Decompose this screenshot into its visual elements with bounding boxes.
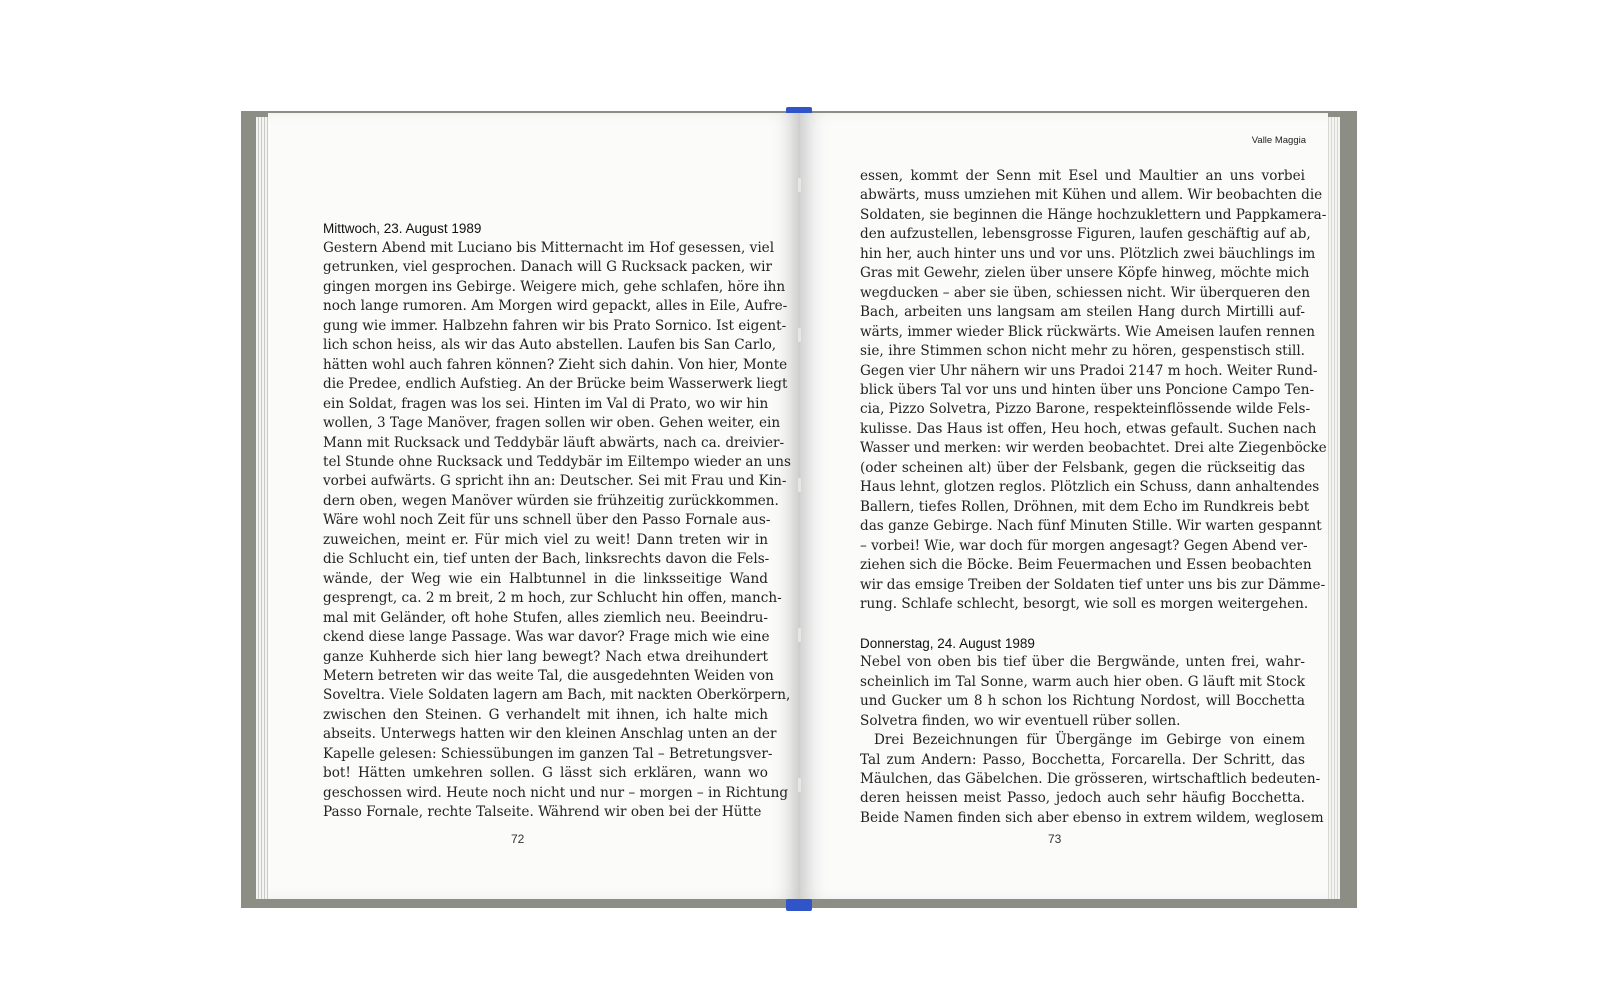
text-line: Soveltra. Viele Soldaten lagern am Bach, mit nackten Oberkörpern, — [323, 687, 791, 704]
text-line: gung wie immer. Halbzehn fahren wir bis Prato Sornico. Ist eigent- — [323, 317, 787, 334]
text-line: cia, Pizzo Solvetra, Pizzo Barone, respekteinflössende wilde Fels- — [860, 401, 1311, 418]
binding-stitch — [798, 628, 801, 642]
text-line: sie, ihre Stimmen schon nicht mehr zu hören, gespenstisch still. — [860, 343, 1305, 360]
text-line: Ballern, tiefes Rollen, Dröhnen, mit dem Echo im Rundkreis bebt — [860, 498, 1310, 515]
text-line: dern oben, wegen Manöver würden sie frühzeitig zurückkommen. — [323, 492, 779, 509]
text-line: kulisse. Das Haus ist offen, Heu hoch, etwas gefault. Suchen nach — [860, 420, 1317, 437]
text-line: wollen, 3 Tage Manöver, fragen sollen wir oben. Gehen weiter, ein — [323, 415, 781, 432]
text-line: Passo Fornale, rechte Talseite. Während wir oben bei der Hütte — [323, 804, 762, 821]
headband-bottom — [786, 899, 812, 911]
text-line: Wasser und merken: wir werden beobachtet. Drei alte Ziegenböcke — [860, 440, 1327, 457]
text-line: Wäre wohl noch Zeit für uns schnell über den Passo Fornale aus- — [323, 512, 771, 529]
page-number-left: 72 — [511, 832, 525, 846]
text-line: – vorbei! Wie, war doch für morgen angesagt? Gegen Abend ver- — [860, 537, 1308, 554]
text-line: Mann mit Rucksack und Teddybär läuft abwärts, nach ca. dreivier- — [323, 434, 785, 451]
text-line: ckend diese lange Passage. Was war davor? Frage mich wie eine — [323, 629, 770, 646]
text-line: wärts, immer wieder Blick rückwärts. Wie Ameisen laufen rennen — [860, 323, 1316, 340]
text-line: geschossen wird. Heute noch nicht und nur – morgen – in Richtung — [323, 784, 789, 801]
text-line: ein Soldat, fragen was los sei. Hinten im Val di Prato, wo wir hin — [323, 395, 769, 412]
text-line: Gegen vier Uhr nähern wir uns Pradoi 2147 m hoch. Weiter Rund- — [860, 362, 1318, 379]
text-line: Drei Bezeichnungen für Übergänge im Gebirge von einem — [874, 732, 1305, 749]
text-line: zwischen den Steinen. G verhandelt mit ihnen, ich halte mich — [323, 706, 768, 723]
binding-stitch — [798, 328, 801, 342]
text-line: ziehen sich die Böcke. Beim Feuermachen und Essen beobachten — [860, 557, 1312, 574]
text-line: gesprengt, ca. 2 m breit, 2 m hoch, zur Schlucht hin offen, manch- — [323, 590, 782, 607]
text-line: Gras mit Gewehr, zielen über unsere Köpfe hinweg, möchte mich — [860, 265, 1310, 282]
text-line: wände, der Weg wie ein Halbtunnel in die linksseitige Wand — [323, 570, 768, 587]
text-line: essen, kommt der Senn mit Esel und Maultier an uns vorbei — [860, 168, 1305, 184]
text-line: hin her, auch hinter uns und vor uns. Plötzlich zwei bäuchlings im — [860, 245, 1316, 262]
text-line: wir das emsige Treiben der Soldaten tief unter uns bis zur Dämme- — [860, 576, 1326, 593]
text-line: Mäulchen, das Gäbelchen. Die grösseren, wirtschaftlich bedeuten- — [860, 771, 1321, 788]
left-page-text — [323, 239, 792, 823]
binding-stitch — [798, 478, 801, 492]
text-line: hätten wohl auch fahren können? Zieht sich dahin. Von hier, Monte — [323, 356, 788, 373]
text-line: getrunken, viel gesprochen. Danach will G Rucksack packen, wir — [323, 259, 772, 276]
text-line: tel Stunde ohne Rucksack und Teddybär im Eiltempo wieder an uns — [323, 453, 792, 470]
text-line: die Predee, endlich Aufstieg. An der Brücke beim Wasserwerk liegt — [323, 376, 788, 393]
text-line: lich schon heiss, als wir das Auto abstellen. Laufen bis San Carlo, — [323, 337, 777, 354]
text-line: abwärts, muss umziehen mit Kühen und allem. Wir beobachten die — [860, 187, 1323, 204]
text-line: Metern betreten wir das weite Tal, die ausgedehnten Weiden von — [323, 667, 774, 684]
text-line: Soldaten, sie beginnen die Hänge hochzuklettern und Pappkamera- — [860, 206, 1327, 223]
text-line: die Schlucht ein, tief unten der Bach, linksrechts davon die Fels- — [323, 551, 770, 568]
text-line: noch lange rumoren. Am Morgen wird gepackt, alles in Eile, Aufre- — [323, 298, 788, 315]
text-line: Tal zum Andern: Passo, Bocchetta, Forcarella. Der Schritt, das — [860, 751, 1305, 768]
binding-stitch — [798, 778, 801, 792]
text-line: Nebel von oben bis tief über die Bergwände, unten frei, wahr- — [860, 654, 1305, 671]
text-line: Gestern Abend mit Luciano bis Mitternacht im Hof gesessen, viel — [323, 240, 775, 256]
text-line: blick übers Tal vor uns und hinten über uns Poncione Campo Ten- — [860, 381, 1315, 398]
entry-heading: Donnerstag, 24. August 1989 — [860, 635, 1035, 651]
text-line: wegducken – aber sie üben, schiessen nicht. Wir überqueren den — [860, 284, 1311, 301]
left-page — [268, 113, 800, 899]
text-line: vorbei aufwärts. G spricht ihn an: Deutscher. Sei mit Frau und Kin- — [323, 473, 787, 490]
text-line: Beide Namen finden sich aber ebenso in extrem wildem, weglosem — [860, 809, 1324, 826]
text-line: das ganze Gebirge. Nach fünf Minuten Stille. Wir warten gespannt — [860, 518, 1322, 535]
text-line: Kapelle gelesen: Schiessübungen im ganzen Tal – Betretungsver- — [323, 745, 773, 762]
text-line: ganze Kuhherde sich hier lang bewegt? Nach etwa dreihundert — [323, 648, 768, 665]
right-page-text — [860, 167, 1327, 828]
paragraph-gap — [860, 614, 1305, 633]
text-line: und Gucker um 8 h schon los Richtung Nordost, will Bocchetta — [860, 693, 1305, 710]
text-line: mal mit Geländer, oft hohe Stufen, alles ziemlich neu. Beeindru- — [323, 609, 768, 626]
running-head: Valle Maggia — [1251, 135, 1306, 146]
text-line: (oder scheinen alt) über der Felsbank, gegen die rückseitig das — [860, 459, 1305, 476]
text-line: abseits. Unterwegs hatten wir den kleinen Anschlag unten an der — [323, 726, 777, 743]
page-edges-right — [1326, 117, 1340, 899]
page-number-right: 73 — [1048, 832, 1062, 846]
text-line: den aufzustellen, lebensgrosse Figuren, laufen geschäftig auf ab, — [860, 226, 1311, 243]
text-line: rung. Schlafe schlecht, besorgt, wie soll es morgen weitergehen. — [860, 595, 1309, 612]
text-line: deren heissen meist Passo, jedoch auch sehr häufig Bocchetta. — [860, 790, 1305, 807]
text-line: bot! Hätten umkehren sollen. G lässt sich erklären, wann wo — [323, 765, 768, 782]
binding-stitch — [798, 178, 801, 192]
text-line: Bach, arbeiten uns langsam am steilen Hang durch Mirtilli auf- — [860, 304, 1305, 321]
text-line: Solvetra finden, wo wir eventuell rüber sollen. — [860, 712, 1181, 729]
text-line: Haus lehnt, glotzen reglos. Plötzlich ein Schuss, dann anhaltendes — [860, 479, 1320, 496]
text-line: zuweichen, meint er. Für mich viel zu weit! Dann treten wir in — [323, 531, 768, 548]
text-line: gingen morgen ins Gebirge. Weigere mich, gehe schlafen, höre ihn — [323, 278, 786, 295]
text-line: scheinlich im Tal Sonne, warm auch hier oben. G läuft mit Stock — [860, 673, 1305, 690]
right-page — [800, 113, 1328, 899]
entry-heading: Mittwoch, 23. August 1989 — [323, 221, 482, 236]
